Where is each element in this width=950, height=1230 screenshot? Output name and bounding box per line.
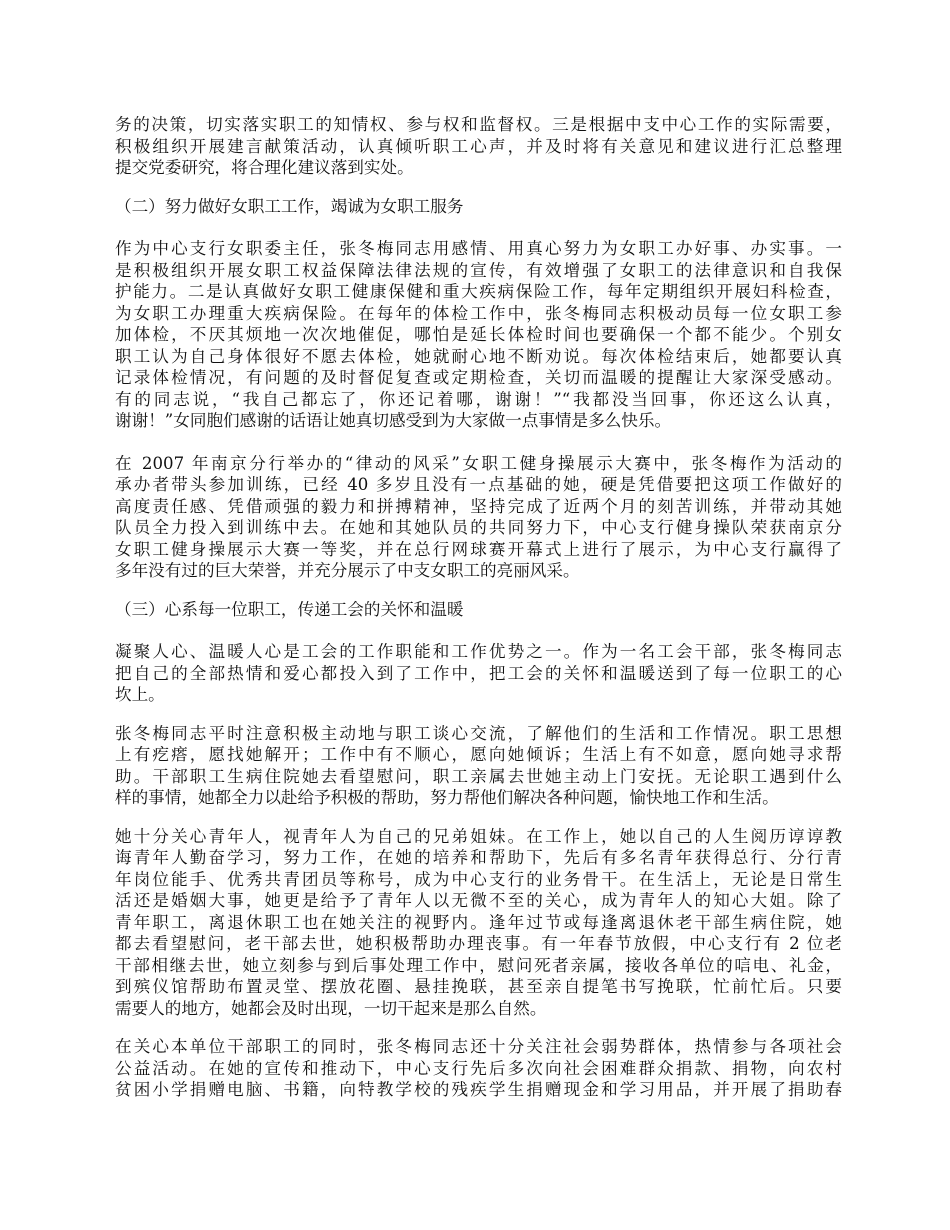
paragraph-line: 她十分关心青年人，视青年人为自己的兄弟姐妹。在工作上，她以自己的人生阅历谆谆教 — [115, 826, 842, 846]
paragraph-line: 诲青年人勤奋学习，努力工作，在她的培养和帮助下，先后有多名青年获得总行、分行青 — [115, 848, 842, 867]
paragraph-line: 公益活动。在她的宣传和推动下，中心支行先后多次向社会困难群众捐款、捐物，向农村 — [115, 1058, 842, 1078]
paragraph-line: 为女职工办理重大疾病保险。在每年的体检工作中，张冬梅同志积极动员每一位女职工参 — [115, 303, 842, 323]
paragraph-line: 高度责任感、凭借顽强的毅力和拼搏精神，坚持完成了近两个月的刻苦训练，并带动其她 — [115, 496, 842, 516]
paragraph-line: 记录体检情况，有问题的及时督促复查或定期检查，关切而温暖的提醒让大家深受感动。 — [115, 368, 842, 387]
paragraph-line: 活还是婚姻大事，她更是给予了青年人以无微不至的关心，成为青年人的知心大姐。除了 — [115, 891, 842, 910]
paragraph-line: 谢谢！”女同胞们感谢的话语让她真切感受到为大家做一点事情是多么快乐。 — [115, 411, 672, 430]
paragraph-line: 是积极组织开展女职工权益保障法律法规的宣传，有效增强了女职工的法律意识和自我保 — [115, 260, 842, 280]
paragraph-line: 青年职工，离退休职工也在她关注的视野内。逢年过节或每逢离退休老干部生病住院，她 — [115, 912, 842, 932]
paragraph-line: 需要人的地方，她都会及时出现，一切干起来是那么自然。 — [115, 998, 547, 1018]
paragraph-line: 张冬梅同志平时注意积极主动地与职工谈心交流，了解他们的生活和工作情况。职工思想 — [115, 723, 842, 743]
paragraph-4 — [115, 641, 842, 706]
section-heading-2: （二）努力做好女职工工作，竭诚为女职工服务 — [115, 196, 464, 216]
paragraph-line: 多年没有过的巨大荣誉，并充分展示了中支女职工的亮丽风采。 — [115, 561, 580, 580]
paragraph-line: 加体检，不厌其烦地一次次地催促，哪怕是延长体检时间也要确保一个都不能少。个别女 — [115, 325, 842, 344]
paragraph-7 — [115, 1036, 842, 1101]
paragraph-line: 务的决策，切实落实职工的知情权、参与权和监督权。三是根据中支中心工作的实际需要， — [115, 115, 842, 134]
section-heading-3: （三）心系每一位职工，传递工会的关怀和温暖 — [115, 599, 464, 619]
paragraph-line: 在关心本单位干部职工的同时，张冬梅同志还十分关注社会弱势群体，热情参与各项社会 — [115, 1037, 842, 1056]
paragraph-line: 干部相继去世，她立刻参与到后事处理工作中，慰问死者亲属，接收各单位的唁电、礼金， — [115, 955, 842, 975]
paragraph-line: 坎上。 — [115, 685, 165, 704]
paragraph-2 — [115, 238, 842, 432]
paragraph-5 — [115, 723, 842, 809]
paragraph-3 — [115, 453, 842, 582]
paragraph-line: 样的事情，她都全力以赴给予积极的帮助，努力帮他们解决各种问题，愉快地工作和生活。 — [115, 788, 779, 807]
paragraph-line: 凝聚人心、温暖人心是工会的工作职能和工作优势之一。作为一名工会干部，张冬梅同志 — [115, 642, 842, 661]
paragraph-line: 护能力。二是认真做好女职工健康保健和重大疾病保险工作，每年定期组织开展妇科检查， — [115, 282, 842, 301]
paragraph-line: 在 2007 年南京分行举办的“律动的风采”女职工健身操展示大赛中，张冬梅作为活动的 — [115, 453, 842, 473]
paragraph-line: 到殡仪馆帮助布置灵堂、摆放花圈、悬挂挽联，甚至亲自提笔书写挽联，忙前忙后。只要 — [115, 977, 842, 996]
paragraph-line: 女职工健身操展示大赛一等奖，并在总行网球赛开幕式上进行了展示，为中心支行赢得了 — [115, 539, 842, 559]
paragraph-line: 贫困小学捐赠电脑、书籍，向特教学校的残疾学生捐赠现金和学习用品，并开展了捐助春 — [115, 1080, 842, 1099]
paragraph-line: 年岗位能手、优秀共青团员等称号，成为中心支行的业务骨干。在生活上，无论是日常生 — [115, 869, 842, 889]
paragraph-line: 把自己的全部热情和爱心都投入到了工作中，把工会的关怀和温暖送到了每一位职工的心 — [115, 663, 842, 683]
paragraph-line: 作为中心支行女职委主任，张冬梅同志用感情、用真心努力为女职工办好事、办实事。一 — [115, 239, 842, 258]
paragraph-line: 提交党委研究，将合理化建议落到实处。 — [115, 158, 414, 177]
paragraph-6 — [115, 826, 842, 1020]
paragraph-line: 都去看望慰问，老干部去世，她积极帮助办理丧事。有一年春节放假，中心支行有 2 位老 — [115, 934, 842, 953]
paragraph-line: 积极组织开展建言献策活动，认真倾听职工心声，并及时将有关意见和建议进行汇总整理 — [115, 136, 842, 156]
paragraph-line: 有的同志说，“我自己都忘了，你还记着哪，谢谢！”“我都没当回事，你还这么认真， — [115, 389, 842, 409]
paragraph-1 — [115, 114, 842, 179]
paragraph-line: 助。干部职工生病住院她去看望慰问，职工亲属去世她主动上门安抚。无论职工遇到什么 — [115, 766, 842, 786]
paragraph-line: 上有疙瘩，愿找她解开；工作中有不顺心，愿向她倾诉；生活上有不如意，愿向她寻求帮 — [115, 745, 842, 764]
paragraph-line: 队员全力投入到训练中去。在她和其她队员的共同努力下，中心支行健身操队荣获南京分 — [115, 518, 842, 537]
paragraph-line: 承办者带头参加训练，已经 40 多岁且没有一点基础的她，硬是凭借要把这项工作做好的 — [115, 475, 842, 494]
paragraph-line: 职工认为自己身体很好不愿去体检，她就耐心地不断劝说。每次体检结束后，她都要认真 — [115, 346, 842, 366]
